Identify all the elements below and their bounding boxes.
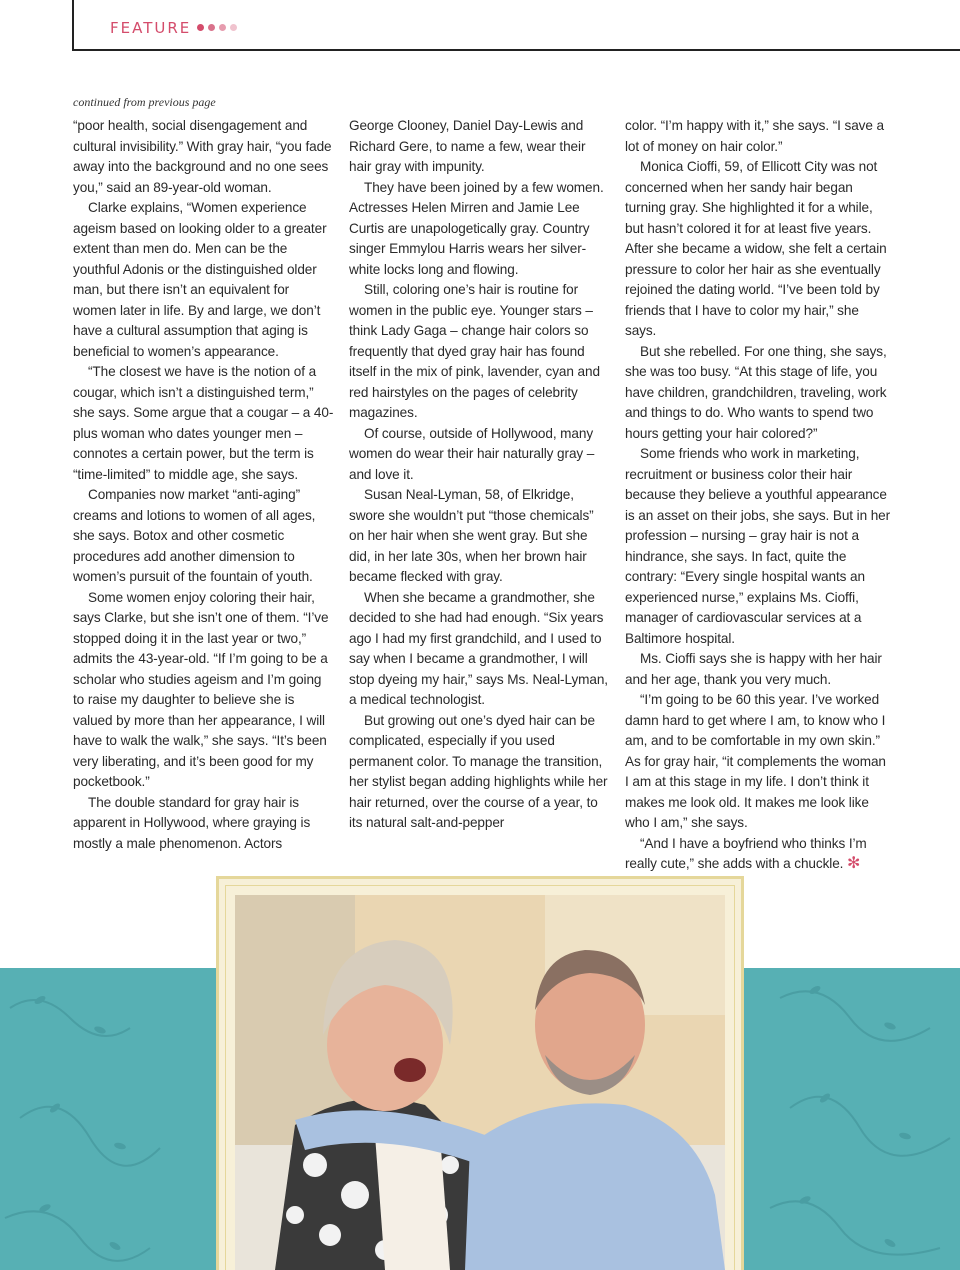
dot-icon (219, 24, 226, 31)
paragraph: “poor health, social disengagement and cultural invisibility.” With gray hair, “you fade away into the background and no one sees you,” said an 89-year-old woman. (73, 118, 332, 195)
paragraph: Clarke explains, “Women experience ageism based on looking older to a greater extent than men do. Men can be the youthful Adonis or the distinguished older man, but there isn’t an equivalent for women later in life. By and large, we don’t have a cultural assumption that aging is beneficial to women’s appearance. (73, 200, 327, 359)
paragraph: color. “I’m happy with it,” she says. “I save a lot of money on hair color.” (625, 118, 884, 154)
paragraph-last (625, 834, 893, 875)
paragraph: “The closest we have is the notion of a cougar, which isn’t a distinguished term,” she says. Some argue that a cougar – a 40-plus woman who dates younger men – connotes a certain power, but the term is “time-limited” to middle age, she says. (73, 364, 334, 482)
paragraph: George Clooney, Daniel Day-Lewis and Richard Gere, to name a few, wear their hair gray with impunity. (349, 118, 586, 174)
header-divider-vertical (72, 0, 74, 50)
paragraph: Of course, outside of Hollywood, many women do wear their hair naturally gray – and love it. (349, 425, 595, 482)
paragraph: Companies now market “anti-aging” creams and lotions to women of all ages, she says. Botox and other cosmetic procedures add another dimension to women’s pursuit of the fountain of youth. (73, 487, 316, 584)
dot-icon (230, 24, 237, 31)
paragraph: The double standard for gray hair is apparent in Hollywood, where graying is mostly a male phenomenon. Actors (73, 794, 311, 851)
paragraph: Susan Neal-Lyman, 58, of Elkridge, swore she wouldn’t put “those chemicals” on her hair when she went gray. But she did, in her late 30s, when her brown hair became flecked with gray. (349, 487, 594, 584)
couple-photo (235, 895, 725, 1270)
dot-icon (197, 24, 204, 31)
paragraph: But she rebelled. For one thing, she says, she was too busy. “At this stage of life, you have children, grandchildren, traveling, work and things to do. Who wants to spend two hours getting your hair colored?” (625, 343, 887, 441)
paragraph: Monica Cioffi, 59, of Ellicott City was not concerned when her sandy hair began turning gray. She highlighted it for a while, but hasn’t colored it for at least five years. After she became a widow, she felt a certain pressure to color her hair as she eventually rejoined the dating world. “I’ve been told by friends that I have to color my hair,” she says. (625, 159, 887, 338)
paragraph: “I’m going to be 60 this year. I’ve worked damn hard to get where I am, to know who I am, and to be comfortable in my own skin.” As for gray hair, “it complements the woman I am at this stage in my life. I don’t think it makes me look old. It makes me look like who I am,” she says. (625, 692, 886, 830)
section-label: FEATURE (110, 19, 192, 37)
section-dots (197, 24, 237, 31)
text-column-3 (625, 116, 893, 875)
text-column-1 (73, 116, 335, 854)
couple-photo-illustration (235, 895, 725, 1270)
end-mark-icon: ✻ (847, 855, 861, 872)
text-column-2 (349, 116, 611, 834)
paragraph: Some friends who work in marketing, recruitment or business color their hair because they believe a youthful appearance is an asset on their jobs, she says. But in her profession – nursing – gray hair is not a hindrance, she says. In fact, quite the contrary: “Every single hospital wants an experienced nurse,” explains Ms. Cioffi, manager of cardiovascular services at a Baltimore hospital. (625, 446, 891, 646)
paragraph: When she became a grandmother, she decided to she had had enough. “Six years ago I had my first grandchild, and I used to say when I became a grandmother, I will stop dyeing my hair,” says Ms. Neal-Lyman, a medical technologist. (349, 589, 608, 707)
header-rule (72, 49, 960, 51)
paragraph-text: “And I have a boyfriend who thinks I’m really cute,” she adds with a chuckle. (625, 835, 867, 871)
continued-note: continued from previous page (73, 95, 216, 109)
paragraph: But growing out one’s dyed hair can be complicated, especially if you used permanent color. To manage the transition, her stylist began adding highlights while her hair returned, over the course of a year, to its natural salt-and-pepper (349, 712, 608, 830)
paragraph: Still, coloring one’s hair is routine for women in the public eye. Younger stars – think Lady Gaga – change hair colors so frequently that dyed gray hair has found itself in the mix of pink, lavender, cyan and red hairstyles on the pages of celebrity magazines. (349, 282, 600, 420)
paragraph: Ms. Cioffi says she is happy with her hair and her age, thank you very much. (625, 651, 882, 687)
dot-icon (208, 24, 215, 31)
paragraph: Some women enjoy coloring their hair, says Clarke, but she isn’t one of them. “I’ve stopped doing it in the last year or two,” admits the 43-year-old. “If I’m going to be a scholar who studies ageism and I’m going to raise my daughter to believe she is valued by more than her appearance, I will have to walk the walk,” she says. “It’s been very liberating, and it’s been good for my pocketbook.” (73, 589, 329, 789)
paragraph: They have been joined by a few women. Actresses Helen Mirren and Jamie Lee Curtis are unapologetically gray. Country singer Emmylou Harris wears her silver-white locks long and flowing. (349, 179, 604, 277)
